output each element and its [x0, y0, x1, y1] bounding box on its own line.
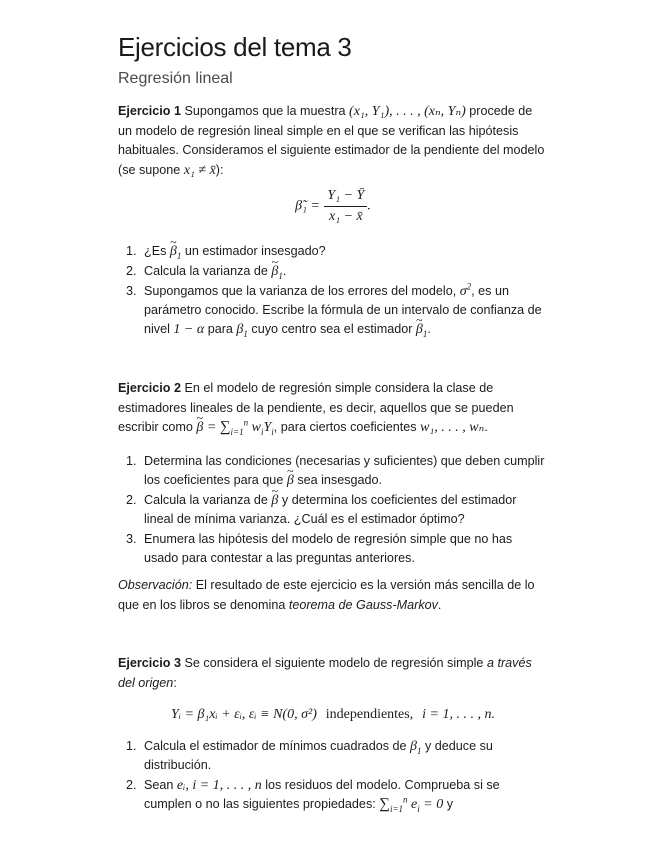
list-item: 1. Calcula el estimador de mínimos cuadrados de $\beta_1$ y deduce su distribución.	[126, 739, 493, 772]
coefficients-math: w₁, . . . , wₙ	[420, 420, 485, 435]
model-equation: Yᵢ = β₁xᵢ + εᵢ, εᵢ ≡ N(0, σ²) independientes, i = 1, . . . , n.	[171, 707, 495, 722]
list-item: 3. Supongamos que la varianza de los errores del modelo, $\sigma^2$, es un parámetro conocido. Escribe la fórmula de un intervalo de confianza de nivel 1 − α para $\beta_1$ cuyo centro sea el estimador ~ $\beta_1$.	[118, 282, 548, 339]
estimator-fraction: $\frac{\text{Y₁ − Ȳ}}{\text{x₁ − x̄}}$	[324, 188, 367, 225]
exercise-2-statement: Ejercicio 2 En el modelo de regresión simple considera la clase de estimadores lineales de la pendiente, es decir, aquellos que se pueden escribir como ~ $\beta = \sum_{i=1}^n$ $w_iY_i$, para ciertos coeficientes w₁, . . . , wₙ.	[118, 379, 548, 438]
list-item: 2. Calcula la varianza de ~ β y determina los coeficientes del estimador lineal de mínima varianza. ¿Cuál es el estimador óptimo?	[118, 491, 548, 529]
exercise-3-label: Ejercicio 3	[118, 656, 182, 670]
list-item: 1. ¿Es ~ $\beta_1$ un estimador insesgado?	[118, 242, 548, 261]
gauss-markov-term: teorema de Gauss-Markov	[288, 597, 438, 612]
list-item: 1. Determina las condiciones (necesarias y suficientes) que deben cumplir los coeficientes para que ~ β sea insesgado.	[118, 452, 548, 490]
list-item: 3. Enumera las hipótesis del modelo de regresión simple que no has usado para contestar a las preguntas anteriores.	[126, 532, 513, 565]
page-subtitle: Regresión lineal	[118, 70, 233, 87]
exercise-1-label: Ejercicio 1	[118, 104, 182, 118]
sample-math: (x₁, Y₁), . . . , (xₙ, Yₙ)	[349, 104, 466, 119]
estimator-equation: β̃₁ = $\frac{\text{Y₁ − Ȳ}}{\text{x₁ − x̄}}$ .	[295, 188, 371, 224]
condition-math: x₁ ≠ x̄	[183, 162, 216, 178]
exercise-1-statement: Ejercicio 1 Supongamos que la muestra (x₁, Y₁), . . . , (xₙ, Yₙ) procede de un modelo de regresión lineal simple en el que se verifican las hipótesis habituales. Consideramos el siguiente estimador de la pendiente del modelo (se supone x₁ ≠ x̄):	[118, 104, 545, 178]
page-title: Ejercicios del tema 3	[118, 32, 352, 62]
exercise-2-observation: Observación: El resultado de este ejercicio es la versión más sencilla de lo que en los libros se denomina teorema de Gauss-Markov.	[118, 578, 535, 612]
exercise-1-questions	[118, 242, 548, 340]
exercise-2-label: Ejercicio 2	[118, 381, 182, 395]
exercise-3-statement: Ejercicio 3 Se considera el siguiente modelo de regresión simple a través del origen:	[118, 656, 532, 690]
list-item: 2. Calcula la varianza de ~ $\beta_1$.	[118, 262, 548, 281]
exercise-2-questions	[118, 452, 548, 569]
observation-label: Observación:	[118, 578, 193, 592]
list-item: 2. Sean eᵢ, i = 1, . . . , n los residuos del modelo. Comprueba si se cumplen o no las siguientes propiedades: $\sum_{i=1}^n$ $e_i = 0$ y	[126, 778, 500, 814]
exercise-3-questions	[118, 737, 548, 815]
